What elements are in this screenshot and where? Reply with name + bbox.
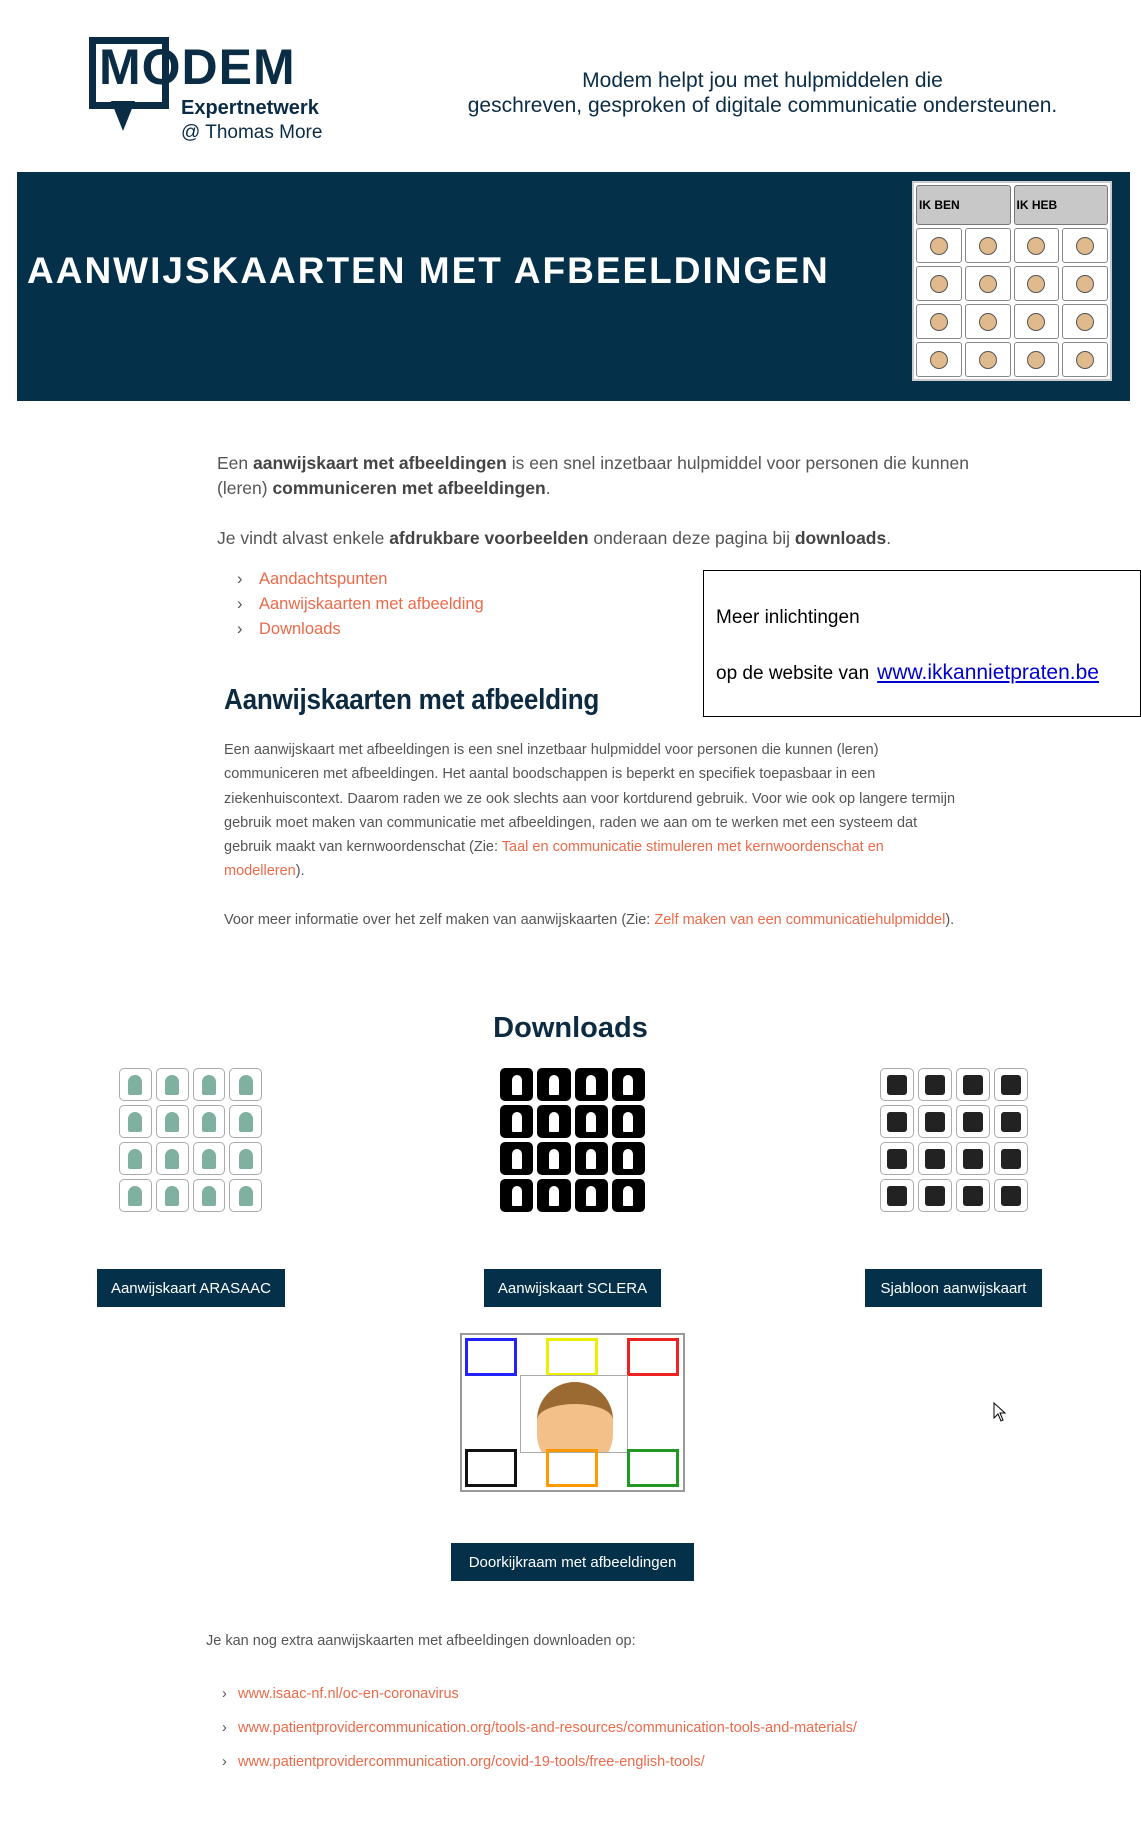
info-title: Meer inlichtingen bbox=[716, 607, 860, 628]
extra-links-list bbox=[222, 1677, 857, 1779]
picto-tile bbox=[612, 1105, 645, 1138]
chevron-right-icon: › bbox=[222, 1720, 227, 1736]
picto-tile bbox=[916, 228, 962, 263]
picto-tile bbox=[956, 1068, 990, 1101]
arasaac-preview-image[interactable] bbox=[119, 1068, 262, 1212]
picto-tile bbox=[229, 1142, 262, 1175]
tagline bbox=[395, 68, 1130, 118]
picto-tile bbox=[1062, 228, 1108, 263]
picto-tile bbox=[965, 342, 1011, 377]
section-heading: Aanwijskaarten met afbeelding bbox=[224, 684, 600, 716]
tagline-line2: geschreven, gesproken of digitale communicatie ondersteunen. bbox=[467, 94, 1058, 117]
picto-tile bbox=[918, 1179, 952, 1212]
picto-tile bbox=[119, 1142, 152, 1175]
picto-tile bbox=[612, 1179, 645, 1212]
picto-tile bbox=[537, 1142, 570, 1175]
picto-tile bbox=[193, 1179, 226, 1212]
picture-group bbox=[627, 1449, 679, 1487]
ikkannietpraten-link[interactable]: www.ikkannietpraten.be bbox=[877, 661, 1099, 684]
picto-tile bbox=[193, 1142, 226, 1175]
picto-tile bbox=[500, 1179, 533, 1212]
picto-tile bbox=[500, 1105, 533, 1138]
picto-tile bbox=[956, 1105, 990, 1138]
picto-tile bbox=[965, 266, 1011, 301]
toc-item[interactable]: › Aanwijskaarten met afbeelding bbox=[237, 592, 484, 617]
picto-tile bbox=[1014, 266, 1060, 301]
downloads-link[interactable]: downloads bbox=[794, 528, 887, 548]
picto-tile bbox=[994, 1068, 1028, 1101]
zelf-maken-link[interactable]: Zelf maken van een communicatiehulpmiddel bbox=[654, 911, 946, 928]
picto-tile bbox=[994, 1179, 1028, 1212]
picto-tile bbox=[156, 1068, 189, 1101]
picto-tile bbox=[994, 1142, 1028, 1175]
chevron-right-icon: › bbox=[237, 595, 243, 613]
picto-tile bbox=[500, 1068, 533, 1101]
doorkijkraam-preview-image[interactable] bbox=[460, 1333, 685, 1492]
picto-tile bbox=[880, 1105, 914, 1138]
picto-tile bbox=[1062, 342, 1108, 377]
picto-tile bbox=[918, 1142, 952, 1175]
extra-downloads-text: Je kan nog extra aanwijskaarten met afbeeldingen downloaden op: bbox=[206, 1633, 636, 1649]
download-doorkijkraam-button[interactable]: Doorkijkraam met afbeeldingen bbox=[451, 1543, 694, 1581]
picto-tile bbox=[193, 1105, 226, 1138]
face-image bbox=[520, 1375, 628, 1453]
picto-tile bbox=[956, 1179, 990, 1212]
picto-tile bbox=[193, 1068, 226, 1101]
download-sclera-button[interactable]: Aanwijskaart SCLERA bbox=[484, 1269, 661, 1307]
logo-bubble-tail bbox=[111, 101, 135, 131]
download-sjabloon-button[interactable]: Sjabloon aanwijskaart bbox=[865, 1269, 1042, 1307]
picto-tile bbox=[880, 1068, 914, 1101]
info-text: op de website van bbox=[716, 663, 870, 684]
chevron-right-icon: › bbox=[222, 1686, 227, 1702]
picto-tile bbox=[880, 1179, 914, 1212]
sjabloon-preview-image[interactable] bbox=[880, 1068, 1028, 1212]
picto-tile bbox=[880, 1142, 914, 1175]
extra-link-item[interactable]: › www.patientprovidercommunication.org/covid-19-tools/free-english-tools/ bbox=[222, 1745, 857, 1779]
section-body: Een aanwijskaart met afbeeldingen is een snel inzetbaar hulpmiddel voor personen die kunnen (leren) communiceren met afbeeldingen. Het aantal boodschappen is beperkt en specifiek toepasbaar in een ziekenhuiscontext. Daarom raden we ze ook slechts aan voor kortdurend gebruik. Voor wie ook op langere termijn gebruik moet maken van communicatie met afbeeldingen, raden we aan om te werken met een systeem dat gebruik maakt van kernwoordenschat (Zie: Taal en communicatie stimuleren met kernwoordenschat en modelleren). Voor meer informatie over het zelf maken van aanwijskaarten (Zie: Zelf maken van een communicatiehulpmiddel). bbox=[224, 742, 956, 928]
card-header-ik-heb: IK HEB bbox=[1014, 185, 1109, 225]
picto-tile bbox=[119, 1105, 152, 1138]
picto-tile bbox=[537, 1179, 570, 1212]
picto-tile bbox=[1014, 342, 1060, 377]
extra-link-item[interactable]: › www.patientprovidercommunication.org/tools-and-resources/communication-tools-and-materials/ bbox=[222, 1711, 857, 1745]
picture-group bbox=[465, 1449, 517, 1487]
picto-tile bbox=[119, 1179, 152, 1212]
banner-card-image bbox=[912, 181, 1112, 381]
picto-tile bbox=[156, 1179, 189, 1212]
picto-tile bbox=[916, 304, 962, 339]
picto-tile bbox=[916, 342, 962, 377]
picto-tile bbox=[537, 1105, 570, 1138]
picto-tile bbox=[229, 1068, 262, 1101]
picto-tile bbox=[575, 1179, 608, 1212]
picto-tile bbox=[956, 1142, 990, 1175]
kernwoordenschat-link[interactable]: Taal en communicatie stimuleren met kernwoordenschat en modelleren bbox=[224, 839, 884, 880]
card-header-ik-ben: IK BEN bbox=[916, 185, 1011, 225]
download-arasaac-button[interactable]: Aanwijskaart ARASAAC bbox=[97, 1269, 285, 1307]
picture-group bbox=[465, 1338, 517, 1376]
picto-tile bbox=[229, 1105, 262, 1138]
toc-item[interactable]: › Aandachtspunten bbox=[237, 567, 484, 592]
modem-logo[interactable] bbox=[89, 37, 349, 145]
hero-banner bbox=[17, 172, 1130, 401]
info-box bbox=[703, 570, 1141, 717]
picto-tile bbox=[575, 1105, 608, 1138]
logo-word: MODEM bbox=[99, 39, 296, 95]
extra-link-item[interactable]: › www.isaac-nf.nl/oc-en-coronavirus bbox=[222, 1677, 857, 1711]
picture-group bbox=[627, 1338, 679, 1376]
picto-tile bbox=[965, 228, 1011, 263]
picto-tile bbox=[1062, 304, 1108, 339]
picto-tile bbox=[575, 1068, 608, 1101]
picture-group bbox=[546, 1449, 598, 1487]
toc-item[interactable]: › Downloads bbox=[237, 617, 484, 642]
logo-line2: @ Thomas More bbox=[181, 122, 323, 143]
tagline-line1: Modem helpt jou met hulpmiddelen die bbox=[582, 69, 943, 92]
mouse-cursor-icon bbox=[993, 1402, 1007, 1422]
picto-tile bbox=[916, 266, 962, 301]
sclera-preview-image[interactable] bbox=[500, 1068, 645, 1212]
picto-tile bbox=[156, 1142, 189, 1175]
downloads-heading: Downloads bbox=[493, 1012, 648, 1044]
picto-tile bbox=[1014, 228, 1060, 263]
table-of-contents bbox=[237, 567, 484, 642]
picto-tile bbox=[965, 304, 1011, 339]
page-title: AANWIJSKAARTEN MET AFBEELDINGEN bbox=[27, 250, 830, 291]
picto-tile bbox=[537, 1068, 570, 1101]
picto-tile bbox=[1014, 304, 1060, 339]
picto-tile bbox=[1062, 266, 1108, 301]
picto-tile bbox=[119, 1068, 152, 1101]
picto-tile bbox=[918, 1068, 952, 1101]
picto-tile bbox=[612, 1142, 645, 1175]
picto-tile bbox=[612, 1068, 645, 1101]
logo-line1: Expertnetwerk bbox=[181, 97, 319, 119]
picture-group bbox=[546, 1338, 598, 1376]
picto-tile bbox=[575, 1142, 608, 1175]
chevron-right-icon: › bbox=[237, 570, 243, 588]
intro-paragraph: Een aanwijskaart met afbeeldingen is een snel inzetbaar hulpmiddel voor personen die kunnen (leren) communiceren met afbeeldingen. Je vindt alvast enkele afdrukbare voorbeelden onderaan deze pagina bij downloads. bbox=[217, 453, 969, 548]
picto-tile bbox=[500, 1142, 533, 1175]
picto-tile bbox=[229, 1179, 262, 1212]
chevron-right-icon: › bbox=[237, 620, 243, 638]
picto-tile bbox=[918, 1105, 952, 1138]
picto-tile bbox=[994, 1105, 1028, 1138]
picto-tile bbox=[156, 1105, 189, 1138]
chevron-right-icon: › bbox=[222, 1754, 227, 1770]
